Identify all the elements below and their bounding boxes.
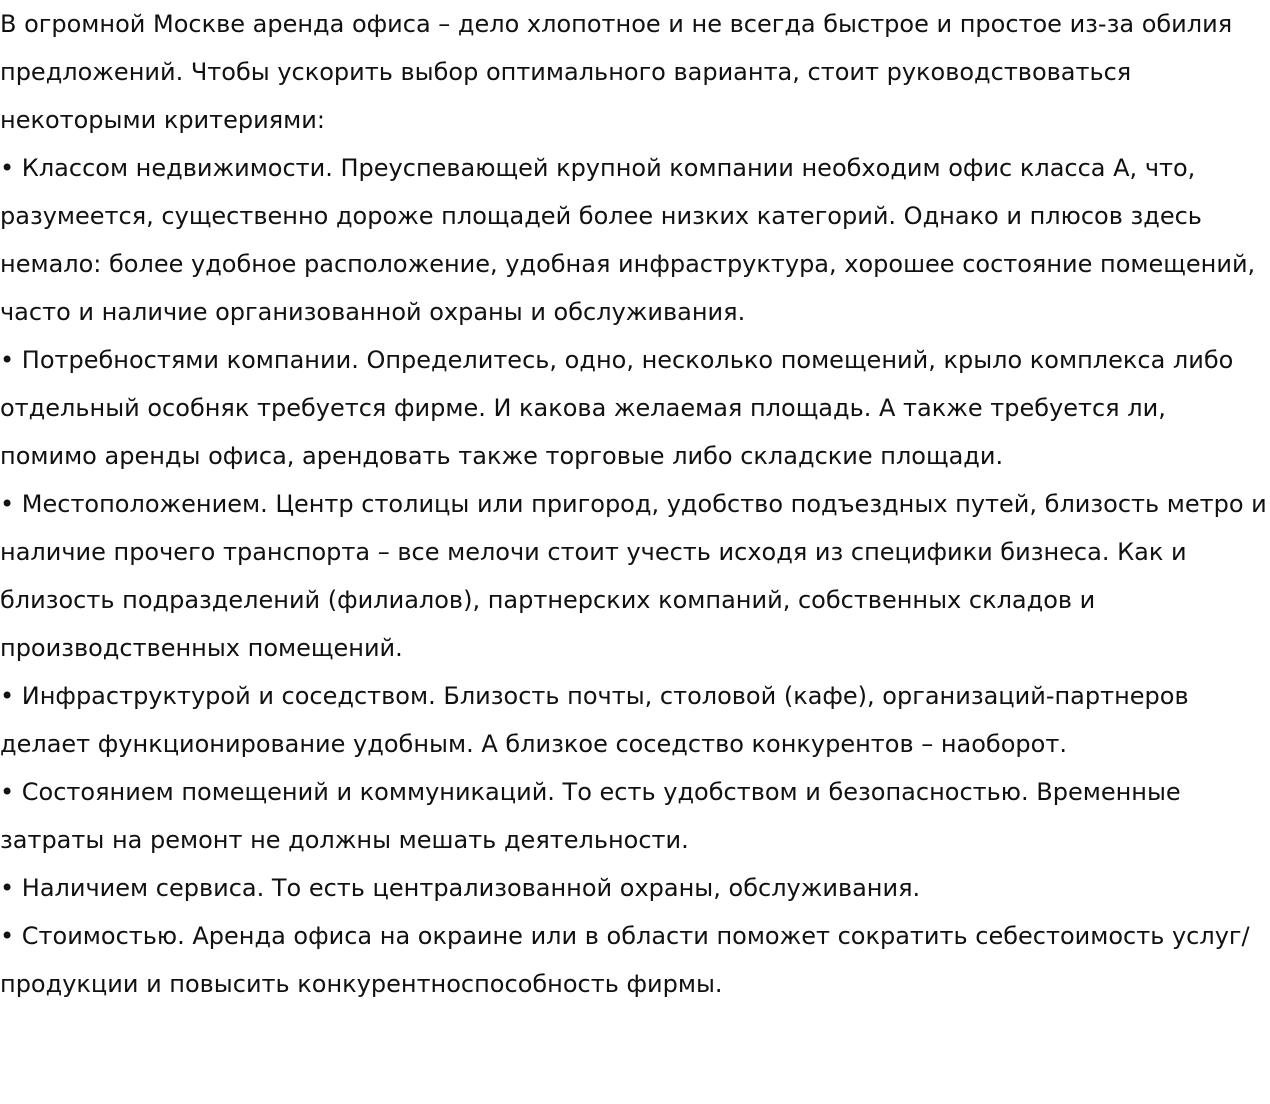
list-item: • Инфраструктурой и соседством. Близость почты, столовой (кафе), организаций-партнеров делает функционирование удобным. А близкое соседство конкурентов – наоборот.	[0, 682, 1189, 758]
list-item: • Потребностями компании. Определитесь, одно, несколько помещений, крыло комплекса либо отдельный особняк требуется фирме. И какова желаемая площадь. А также требуется ли, помимо аренды офиса, арендовать также торговые либо складские площади.	[0, 346, 1234, 470]
list-item: • Классом недвижимости. Преуспевающей крупной компании необходим офис класса А, что, разумеется, существенно дороже площадей более низких категорий. Однако и плюсов здесь немало: более удобное расположение, удобная инфраструктура, хорошее состояние помещений, часто и наличие организованной охраны и обслуживания.	[0, 154, 1256, 326]
list-item: • Стоимостью. Аренда офиса на окраине или в области поможет сократить себестоимость услуг/продукции и повысить конкурентноспособность фирмы.	[0, 922, 1250, 998]
list-item: • Местоположением. Центр столицы или пригород, удобство подъездных путей, близость метро и наличие прочего транспорта – все мелочи стоит учесть исходя из специфики бизнеса. Как и близость подразделений (филиалов), партнерских компаний, собственных складов и производственных помещений.	[0, 490, 1267, 662]
criteria-list	[0, 144, 1270, 1008]
list-item: • Состоянием помещений и коммуникаций. То есть удобством и безопасностью. Временные затраты на ремонт не должны мешать деятельности.	[0, 778, 1181, 854]
list-item: • Наличием сервиса. То есть централизованной охраны, обслуживания.	[0, 874, 921, 902]
intro-paragraph: В огромной Москве аренда офиса – дело хлопотное и не всегда быстрое и простое из-за обилия предложений. Чтобы ускорить выбор оптимального варианта, стоит руководствоваться некоторыми критериями:	[0, 10, 1233, 134]
